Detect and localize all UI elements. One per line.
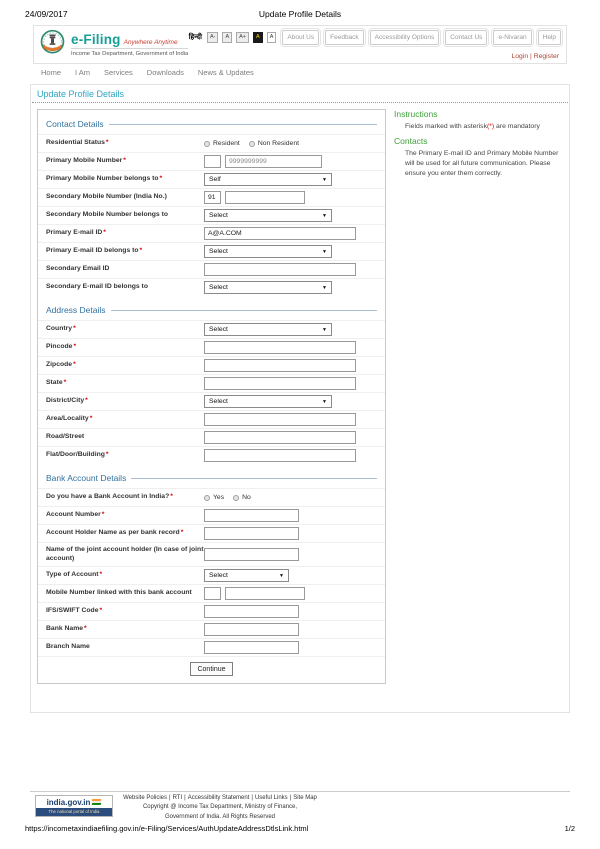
field-label: Road/Street bbox=[46, 433, 85, 441]
state-input[interactable] bbox=[204, 377, 356, 390]
font-increase-button[interactable]: A+ bbox=[236, 32, 249, 43]
india-gov-subtitle: The national portal of India bbox=[36, 808, 112, 816]
footer-copyright-line1: Copyright @ Income Tax Department, Ministry of Finance, bbox=[142, 804, 298, 811]
field-label: Type of Account* bbox=[46, 571, 103, 579]
secondary-mobile-belongs-select[interactable]: Select ▼ bbox=[204, 209, 332, 222]
dropdown-arrow-icon: ▼ bbox=[322, 176, 327, 183]
area-locality-input[interactable] bbox=[204, 413, 356, 426]
dropdown-arrow-icon: ▼ bbox=[322, 284, 327, 291]
field-row-type-of-account bbox=[38, 566, 385, 584]
field-label: Primary E-mail ID* bbox=[46, 229, 106, 237]
primary-mobile-belongs-select[interactable]: Self ▼ bbox=[204, 173, 332, 186]
page-title: Update Profile Details bbox=[37, 89, 125, 99]
radio-no[interactable]: No bbox=[233, 494, 251, 501]
feedback-button[interactable]: Feedback bbox=[325, 30, 364, 45]
pincode-input[interactable] bbox=[204, 341, 356, 354]
dropdown-arrow-icon: ▼ bbox=[279, 572, 284, 579]
field-row-ifs-swift-code bbox=[38, 602, 385, 620]
contacts-title: Contacts bbox=[394, 135, 428, 146]
field-label: State* bbox=[46, 379, 67, 387]
help-button[interactable]: Help bbox=[538, 30, 561, 45]
brand-name: e-Filing bbox=[71, 32, 121, 48]
road-street-input[interactable] bbox=[204, 431, 356, 444]
register-link[interactable]: Register bbox=[533, 53, 559, 60]
nav-item-downloads[interactable]: Downloads bbox=[146, 68, 184, 77]
flat-door-building-input[interactable] bbox=[204, 449, 356, 462]
dropdown-arrow-icon: ▼ bbox=[322, 248, 327, 255]
footer-link-site-map[interactable]: Site Map bbox=[293, 795, 317, 801]
main-nav bbox=[41, 68, 254, 77]
field-label: Zipcode* bbox=[46, 361, 76, 369]
field-row-secondary-email-belongs bbox=[38, 278, 385, 296]
primary-mobile-code-input[interactable] bbox=[204, 155, 221, 168]
bank-mobile-code-input[interactable] bbox=[204, 587, 221, 600]
field-label: Pincode* bbox=[46, 343, 77, 351]
dropdown-arrow-icon: ▼ bbox=[322, 326, 327, 333]
main-container bbox=[30, 84, 570, 713]
field-label: Secondary Mobile Number (India No.) bbox=[46, 193, 167, 201]
radio-icon bbox=[233, 495, 239, 501]
field-label: Area/Locality* bbox=[46, 415, 93, 423]
field-label: Do you have a Bank Account in India?* bbox=[46, 493, 173, 501]
ifs-swift-code-input[interactable] bbox=[204, 605, 299, 618]
contact-us-button[interactable]: Contact Us bbox=[445, 30, 487, 45]
account-number-input[interactable] bbox=[204, 509, 299, 522]
field-label: Primary Mobile Number* bbox=[46, 157, 126, 165]
secondary-mobile-code-input[interactable] bbox=[204, 191, 221, 204]
field-label: Country* bbox=[46, 325, 76, 333]
country-select[interactable]: Select ▼ bbox=[204, 323, 332, 336]
accessibility-options-button[interactable]: Accessibility Options bbox=[370, 30, 440, 45]
field-row-branch-name bbox=[38, 638, 385, 656]
field-row-zipcode bbox=[38, 356, 385, 374]
field-label: Flat/Door/Building* bbox=[46, 451, 109, 459]
india-gov-logo[interactable]: india.gov.in The national portal of India bbox=[35, 795, 113, 817]
field-row-area-locality bbox=[38, 410, 385, 428]
site-header bbox=[33, 25, 567, 64]
field-row-primary-mobile-belongs bbox=[38, 170, 385, 188]
secondary-email-input[interactable] bbox=[204, 263, 356, 276]
field-row-pincode bbox=[38, 338, 385, 356]
secondary-email-belongs-select[interactable]: Select ▼ bbox=[204, 281, 332, 294]
field-row-district-city bbox=[38, 392, 385, 410]
footer-divider bbox=[30, 791, 570, 792]
secondary-mobile-input[interactable] bbox=[225, 191, 305, 204]
field-row-secondary-mobile bbox=[38, 188, 385, 206]
district-city-select[interactable]: Select ▼ bbox=[204, 395, 332, 408]
instructions-panel bbox=[386, 103, 569, 182]
field-row-primary-email bbox=[38, 224, 385, 242]
update-profile-form bbox=[37, 109, 386, 684]
print-page-number: 1/2 bbox=[564, 824, 575, 833]
emblem-icon bbox=[39, 29, 66, 61]
field-label: Branch Name bbox=[46, 643, 90, 651]
field-row-bank-linked-mobile bbox=[38, 584, 385, 602]
field-label: Primary Mobile Number belongs to* bbox=[46, 175, 163, 183]
e-nivaran-button[interactable]: e-Nivaran bbox=[493, 30, 531, 45]
font-normal-button[interactable]: A bbox=[222, 32, 232, 43]
field-row-residential-status bbox=[38, 134, 385, 152]
print-title: Update Profile Details bbox=[258, 9, 342, 19]
standard-contrast-button[interactable]: A bbox=[267, 32, 277, 43]
field-label: Account Number* bbox=[46, 511, 105, 519]
brand-department: Income Tax Department, Government of India bbox=[71, 50, 189, 57]
radio-icon bbox=[249, 141, 255, 147]
field-label: Account Holder Name as per bank record* bbox=[46, 529, 184, 537]
joint-account-holder-input[interactable] bbox=[204, 548, 299, 561]
font-decrease-button[interactable]: A- bbox=[207, 32, 219, 43]
nav-item-i-am[interactable]: I Am bbox=[75, 68, 91, 77]
radio-resident[interactable]: Resident bbox=[204, 140, 240, 147]
continue-button[interactable]: Continue bbox=[190, 662, 232, 676]
field-label: IFS/SWIFT Code* bbox=[46, 607, 103, 615]
print-header bbox=[25, 9, 575, 21]
print-date: 24/09/2017 bbox=[25, 9, 68, 19]
field-row-primary-email-belongs bbox=[38, 242, 385, 260]
field-row-secondary-mobile-belongs bbox=[38, 206, 385, 224]
footer-link-accessibility-statement[interactable]: Accessibility Statement bbox=[187, 795, 250, 801]
field-label: Name of the joint account holder (In case of joint account) bbox=[46, 545, 204, 562]
bank-mobile-input[interactable] bbox=[225, 587, 305, 600]
efiling-logo[interactable] bbox=[39, 28, 188, 61]
bank-name-input[interactable] bbox=[204, 623, 299, 636]
dropdown-arrow-icon: ▼ bbox=[322, 398, 327, 405]
field-row-flat-door-building bbox=[38, 446, 385, 464]
field-row-bank-account-in-india bbox=[38, 488, 385, 506]
nav-item-home[interactable]: Home bbox=[41, 68, 62, 77]
about-us-button[interactable]: About Us bbox=[282, 30, 319, 45]
primary-email-belongs-select[interactable]: Select ▼ bbox=[204, 245, 332, 258]
field-row-road-street bbox=[38, 428, 385, 446]
instructions-title: Instructions bbox=[394, 109, 438, 119]
branch-name-input[interactable] bbox=[204, 641, 299, 654]
footer-link-useful-links[interactable]: Useful Links bbox=[254, 795, 288, 801]
field-label: Residential Status* bbox=[46, 139, 109, 147]
field-label: Bank Name* bbox=[46, 625, 87, 633]
zipcode-input[interactable] bbox=[204, 359, 356, 372]
contacts-text: The Primary E-mail ID and Primary Mobile Number will be used for all future communication. Please ensure you enter them correctly. bbox=[405, 149, 559, 177]
footer-links-block: Website Policies | RTI | Accessibility Statement | Useful Links | Site Map Copyright @ Income Tax Department, Ministry of Finance, Government of India. All Rights Reserved bbox=[110, 794, 330, 822]
dropdown-arrow-icon: ▼ bbox=[322, 212, 327, 219]
field-row-joint-account-holder bbox=[38, 542, 385, 566]
field-row-account-number bbox=[38, 506, 385, 524]
radio-non-resident[interactable]: Non Resident bbox=[249, 140, 299, 147]
language-toggle-hindi[interactable]: हिन्दी bbox=[188, 34, 202, 41]
field-label: Primary E-mail ID belongs to* bbox=[46, 247, 143, 255]
nav-item-news-updates[interactable]: News & Updates bbox=[197, 68, 254, 77]
section-header-bank-account-details: Bank Account Details bbox=[38, 464, 385, 488]
field-label: Secondary E-mail ID belongs to bbox=[46, 283, 148, 291]
field-label: Secondary Mobile Number belongs to bbox=[46, 211, 168, 219]
footer-link-website-policies[interactable]: Website Policies bbox=[123, 795, 168, 801]
footer-link-rti[interactable]: RTI bbox=[172, 795, 183, 801]
field-row-account-holder-name bbox=[38, 524, 385, 542]
instructions-text: Fields marked with asterisk(*) are mandatory bbox=[405, 123, 540, 130]
high-contrast-button[interactable]: A bbox=[253, 32, 263, 43]
flag-icon bbox=[92, 799, 101, 804]
field-label: District/City* bbox=[46, 397, 88, 405]
field-label: Mobile Number linked with this bank account bbox=[46, 589, 192, 597]
field-row-state bbox=[38, 374, 385, 392]
brand-tagline: Anywhere Anytime bbox=[123, 39, 178, 47]
account-holder-name-input[interactable] bbox=[204, 527, 299, 540]
print-url: https://incometaxindiaefiling.gov.in/e-Filing/Services/AuthUpdateAddressDtlsLink.html bbox=[25, 824, 309, 833]
section-header-contact-details: Contact Details bbox=[38, 110, 385, 134]
field-label: Secondary Email ID bbox=[46, 265, 110, 273]
primary-mobile-input[interactable] bbox=[225, 155, 322, 168]
footer-copyright-line2: Government of India. All Rights Reserved bbox=[164, 813, 276, 820]
nav-item-services[interactable]: Services bbox=[104, 68, 133, 77]
radio-yes[interactable]: Yes bbox=[204, 494, 224, 501]
radio-icon bbox=[204, 141, 210, 147]
field-row-country bbox=[38, 320, 385, 338]
primary-email-input[interactable] bbox=[204, 227, 356, 240]
login-register-separator: | bbox=[530, 53, 532, 60]
field-row-bank-name bbox=[38, 620, 385, 638]
section-header-address-details: Address Details bbox=[38, 296, 385, 320]
type-of-account-select[interactable]: Select ▼ bbox=[204, 569, 289, 582]
login-link[interactable]: Login bbox=[511, 53, 529, 60]
field-row-primary-mobile bbox=[38, 152, 385, 170]
radio-icon bbox=[204, 495, 210, 501]
field-row-secondary-email bbox=[38, 260, 385, 278]
